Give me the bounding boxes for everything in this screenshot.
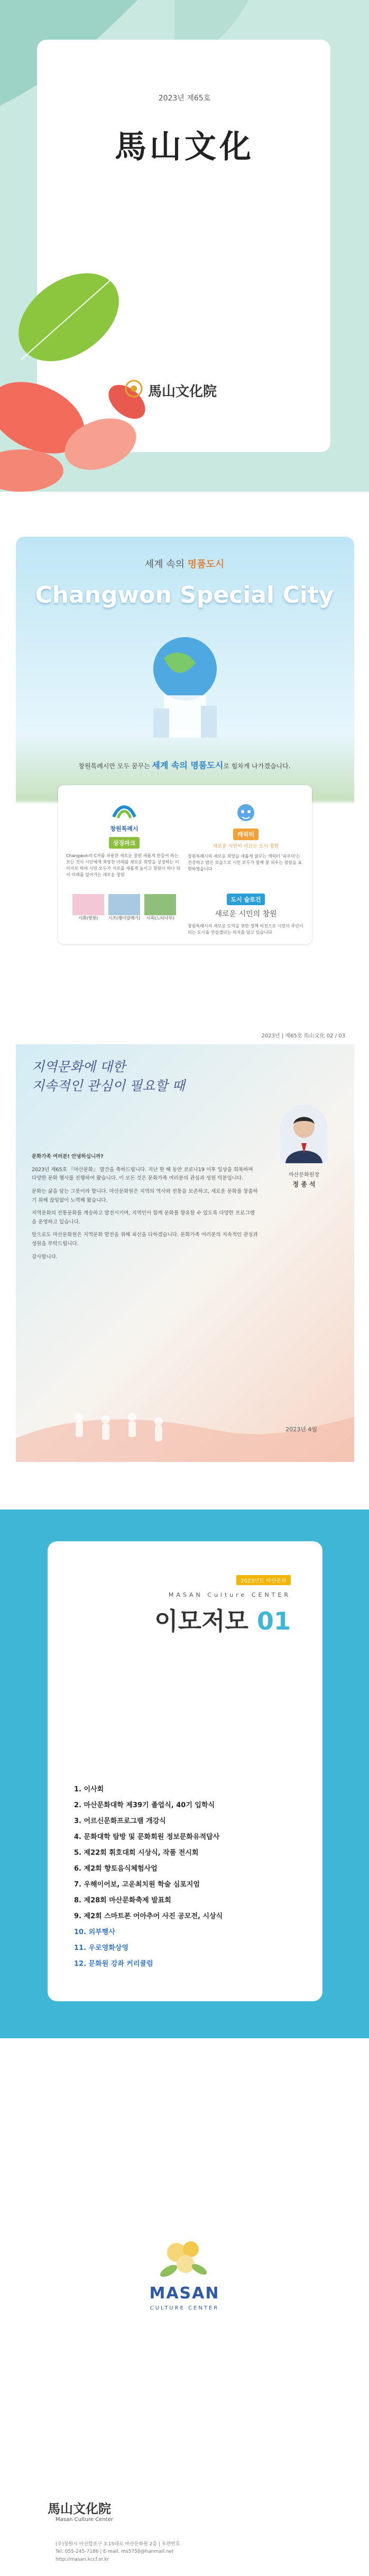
symbol-column xyxy=(66,801,182,921)
brand-description: 창원특례시의 새로운 도약을 위한 정책 비전으로 시민이 주인이 되는 도시를 만들겠다는 의지를 담고 있습니다 xyxy=(188,924,303,935)
photo-seagull: 시조(괭이갈매기) xyxy=(108,894,140,921)
cover-page xyxy=(0,0,369,492)
greeting-line: 문화가족 여러분! 안녕하십니까? xyxy=(32,1154,104,1160)
page-header: 2023년 | 제65호 馬山文化 02 / 03 xyxy=(261,1033,345,1039)
back-cover xyxy=(0,2038,369,2576)
greeting-title: 지역문화에 대한 지속적인 관심이 필요할 때 xyxy=(32,1059,185,1094)
city-symbol-label: 창원특례시 xyxy=(110,825,139,832)
contents-page xyxy=(0,1510,369,2038)
changwon-page xyxy=(0,516,369,991)
intro-highlight: 세계 속의 명품도시 xyxy=(152,760,224,770)
brand-tag: 도시 슬로건 xyxy=(227,894,265,905)
greeting-paragraph: 2023년 제65호 『마산문화』 발간을 축하드립니다. 지난 한 해 동안 코로나19 이후 일상을 회복하며 다양한 문화 행사를 진행하여 왔습니다. 이 모든 것은 문화가족 여러분의 관심과 성원 덕분입니다. xyxy=(32,1166,253,1182)
director-photo xyxy=(280,1105,328,1163)
greeting-body xyxy=(32,1153,259,1266)
list-item[interactable]: 11. 우로영화상영 xyxy=(74,1944,128,1952)
symbol-tag: 상징마크 xyxy=(109,837,140,849)
leaf-decoration-left xyxy=(0,243,174,492)
intro-text: 창원특례시만 모두 꿈꾸는 세계 속의 명품도시로 힘차게 나가겠습니다. xyxy=(78,760,291,770)
publisher-name: 馬山文化院 xyxy=(148,384,217,400)
magazine-title: 馬山文化 xyxy=(115,128,254,165)
list-item[interactable]: 1. 이사회 xyxy=(74,1786,104,1793)
city-symbol-icon xyxy=(108,801,140,822)
photo-zelkova: 시목(느티나무) xyxy=(144,894,176,921)
brand-slogan: 새로운 시민의 창원 xyxy=(215,910,277,918)
list-item[interactable]: 7. 우해이어보, 고운최치원 학술 심포지엄 xyxy=(74,1881,200,1889)
contents-card xyxy=(48,1541,322,2001)
contents-heading: 이모저모 01 xyxy=(154,1607,291,1635)
list-item[interactable]: 2. 마산문화대학 제39기 졸업식, 40기 입학식 xyxy=(74,1801,215,1809)
center-subtitle: CULTURE CENTER xyxy=(150,2305,219,2311)
list-item[interactable]: 10. 외부행사 xyxy=(74,1928,115,1936)
photo-cherry-blossom: 시화(벚꽃) xyxy=(72,894,104,921)
character-description: 창원특례시의 새로운 희망을 새롭게 꿈꾸는 캐릭터 '피우미'는 건강하고 밝은 모습으로 시민 모두가 함께 꽃 피우는 창원을 표현하였습니다 xyxy=(188,854,302,871)
list-item[interactable]: 12. 문화원 강좌 커리큘럼 xyxy=(74,1960,153,1968)
mascot-icon xyxy=(233,801,259,824)
flower-logo xyxy=(0,2237,369,2286)
list-item[interactable]: 5. 제22회 휘호대회 시상식, 작품 전시회 xyxy=(74,1849,199,1857)
city-title: Changwon Special City xyxy=(35,582,334,609)
symbol-description: Changwon의 C자를 자용한 새로운 창원 새롭게 만들어 하는 모든 것이 시민에게 희망찬 미래를 새로운 희망을 상징하는 이미지로 하여 시민 모두가 서로를 새롭게 높이고 창원이 하나 되어 미래를 열어가는 새로운 창원 xyxy=(66,853,181,877)
globe-illustration xyxy=(143,616,227,743)
greeting-paragraph: 지역문화의 전통문화를 계승하고 발전시키며, 지역민이 함께 문화를 향유할 수 있도록 다양한 프로그램을 운영하고 있습니다. xyxy=(32,1210,255,1225)
year-badge: 2023년도 마산문화 xyxy=(236,1575,291,1585)
greeting-paragraph: 감사합니다. xyxy=(32,1254,58,1260)
list-item[interactable]: 9. 제2회 스마트폰 어아추어 사진 공모전, 시상식 xyxy=(74,1912,223,1920)
list-item[interactable]: 6. 제2회 향토음식체험사업 xyxy=(74,1865,158,1873)
list-item[interactable]: 4. 문화대학 탐방 및 문화회원 정보문화유적답사 xyxy=(74,1833,220,1841)
character-column xyxy=(188,801,304,944)
footer-info xyxy=(56,2541,180,2563)
flower-icon xyxy=(153,2237,216,2284)
center-title: MASAN xyxy=(149,2284,220,2303)
footer-contact: Tel. 055-245-7186 | E-mail. ms5758@hanmail.net xyxy=(56,2549,174,2555)
footer-address: (주)창원시 마산합포구 3.15대로 마산문화원 2층 | 우편번호 xyxy=(56,2542,180,2547)
greeting-page xyxy=(0,1020,369,1475)
publisher-logo-icon xyxy=(124,379,143,398)
character-label: 새로운 시민이 이끄는 도시 창원 xyxy=(213,844,279,849)
english-subtitle: MASAN Culture CENTER xyxy=(168,1591,291,1598)
info-panel xyxy=(58,785,312,944)
list-item[interactable]: 3. 어르신문화프로그램 개강식 xyxy=(74,1817,166,1825)
footer-logo: 馬山文化院 xyxy=(48,2501,111,2516)
silhouette-decoration xyxy=(16,1380,354,1462)
greeting-date: 2023년 4월 xyxy=(285,1426,317,1433)
greeting-paragraph: 앞으로도 마산문화원은 지역문화 발전을 위해 최선을 다하겠습니다. 문화가족 여러분의 지속적인 관심과 성원을 부탁드립니다. xyxy=(32,1232,258,1247)
footer-url[interactable]: http://masan.kccf.or.kr xyxy=(56,2556,109,2562)
greeting-paragraph: 문화는 삶을 담는 그릇이라 합니다. 마산문화원은 지역의 역사와 전통을 보존하고, 새로운 문화를 창출하기 위해 끊임없이 노력해 왔습니다. xyxy=(32,1188,258,1203)
character-tag: 캐릭터 xyxy=(233,829,259,840)
slogan-highlight: 명품도시 xyxy=(187,559,225,570)
list-item[interactable]: 8. 제28회 마산문화축제 발표회 xyxy=(74,1897,171,1905)
slogan: 세계 속의 명품도시 xyxy=(144,559,225,570)
contents-list xyxy=(74,1782,223,1972)
issue-number: 2023년 제65호 xyxy=(158,94,211,103)
director-name: 마산문화원장 정 종 석 xyxy=(289,1172,319,1188)
footer-english: Masan Culture Center xyxy=(56,2517,113,2523)
